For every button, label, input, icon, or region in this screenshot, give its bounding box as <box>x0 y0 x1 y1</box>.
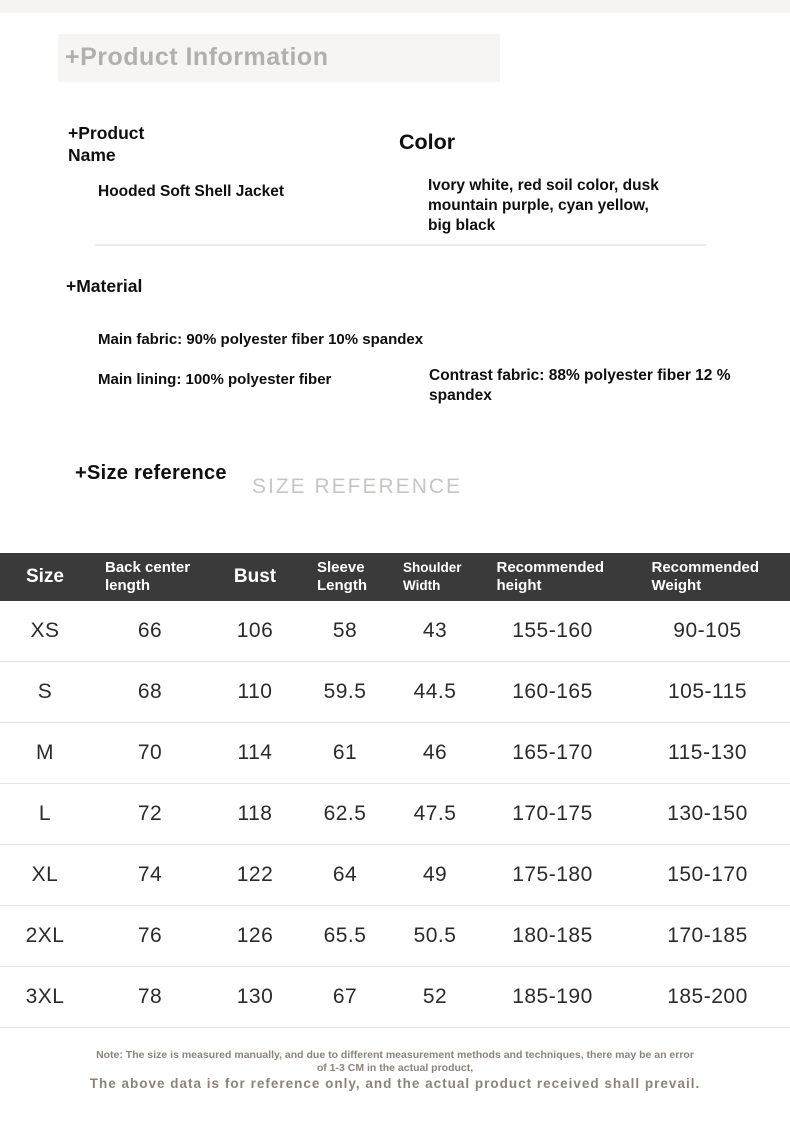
value-cell: 170-185 <box>667 924 748 947</box>
size-cell: S <box>37 680 53 703</box>
size-table-header <box>0 553 790 601</box>
size-cell: 2XL <box>25 924 65 947</box>
main-fabric-text: Main fabric: 90% polyester fiber 10% spandex <box>98 331 424 348</box>
column-header-bust <box>210 568 300 586</box>
size-reference-watermark: SIZE REFERENCE <box>252 475 463 498</box>
value-cell: 185-200 <box>667 985 748 1008</box>
table-row <box>0 967 790 1028</box>
value-cell: 122 <box>236 863 274 886</box>
value-cell: 50.5 <box>413 924 457 947</box>
column-header-label: Shoulder Width <box>403 560 462 593</box>
column-header-recommended-height <box>480 559 625 595</box>
table-row <box>0 784 790 845</box>
value-cell: 114 <box>237 741 273 764</box>
column-header-label: Recommended height <box>496 559 605 594</box>
size-cell: 3XL <box>25 985 65 1008</box>
value-cell: 106 <box>236 619 274 642</box>
table-row <box>0 601 790 662</box>
column-header-label: Sleeve Length <box>317 559 367 594</box>
value-cell: 118 <box>237 802 273 825</box>
material-label: +Material <box>66 276 143 296</box>
size-table <box>0 553 790 1028</box>
value-cell: 78 <box>137 985 163 1008</box>
value-cell: 160-165 <box>512 680 593 703</box>
value-cell: 170-175 <box>512 802 593 825</box>
value-cell: 185-190 <box>512 985 593 1008</box>
column-header-shoulder-width <box>390 559 480 595</box>
value-cell: 59.5 <box>323 680 367 703</box>
product-name-value: Hooded Soft Shell Jacket <box>98 183 285 200</box>
note-line-3: The above data is for reference only, and the actual product received shall prevail. <box>89 1076 701 1091</box>
top-band <box>0 0 790 13</box>
table-row <box>0 662 790 723</box>
value-cell: 180-185 <box>512 924 593 947</box>
table-row <box>0 906 790 967</box>
value-cell: 150-170 <box>667 863 748 886</box>
color-label: Color <box>399 130 456 154</box>
column-header-label: Bust <box>233 566 277 587</box>
value-cell: 43 <box>422 619 448 642</box>
value-cell: 115-130 <box>667 741 747 764</box>
value-cell: 76 <box>137 924 163 947</box>
value-cell: 175-180 <box>512 863 593 886</box>
table-row <box>0 723 790 784</box>
value-cell: 126 <box>236 924 274 947</box>
value-cell: 61 <box>332 741 358 764</box>
value-cell: 46 <box>422 741 448 764</box>
value-cell: 72 <box>137 802 163 825</box>
main-lining-text: Main lining: 100% polyester fiber <box>98 371 332 388</box>
size-cell: M <box>36 741 54 764</box>
value-cell: 58 <box>332 619 358 642</box>
column-header-label: Recommended Weight <box>651 559 760 594</box>
value-cell: 130-150 <box>667 802 748 825</box>
size-reference-label: +Size reference <box>75 462 227 484</box>
value-cell: 66 <box>137 619 163 642</box>
column-header-back-center-length <box>90 559 210 595</box>
size-cell: L <box>38 802 52 825</box>
value-cell: 47.5 <box>413 802 457 825</box>
value-cell: 65.5 <box>323 924 367 947</box>
color-value: Ivory white, red soil color, dusk mountain purple, cyan yellow, big black <box>428 177 659 234</box>
contrast-fabric-text: Contrast fabric: 88% polyester fiber 12 % spandex <box>429 367 731 404</box>
value-cell: 74 <box>137 863 163 886</box>
size-table-body <box>0 601 790 1028</box>
product-name-label: +Product Name <box>68 123 145 165</box>
column-header-recommended-weight <box>625 559 790 595</box>
column-header-label: Back center length <box>105 559 191 594</box>
value-cell: 165-170 <box>512 741 593 764</box>
value-cell: 64 <box>332 863 358 886</box>
section-divider <box>95 244 707 246</box>
value-cell: 67 <box>332 985 358 1008</box>
value-cell: 62.5 <box>323 802 367 825</box>
value-cell: 155-160 <box>512 619 593 642</box>
value-cell: 44.5 <box>413 680 457 703</box>
column-header-label: Size <box>25 566 65 587</box>
value-cell: 52 <box>422 985 448 1008</box>
column-header-sleeve-length <box>300 559 390 595</box>
value-cell: 68 <box>137 680 163 703</box>
value-cell: 70 <box>137 741 163 764</box>
size-cell: XS <box>30 619 60 642</box>
table-row <box>0 845 790 906</box>
value-cell: 90-105 <box>673 619 742 642</box>
value-cell: 105-115 <box>667 680 747 703</box>
note-line-2: of 1-3 CM in the actual product, <box>316 1062 474 1074</box>
size-cell: XL <box>31 863 59 886</box>
column-header-size <box>0 568 90 586</box>
value-cell: 130 <box>236 985 274 1008</box>
value-cell: 110 <box>237 680 273 703</box>
value-cell: 49 <box>422 863 448 886</box>
page-title: +Product Information <box>65 43 329 71</box>
note-line-1: Note: The size is measured manually, and due to different measurement methods and techniques, there may be an error <box>96 1049 694 1061</box>
